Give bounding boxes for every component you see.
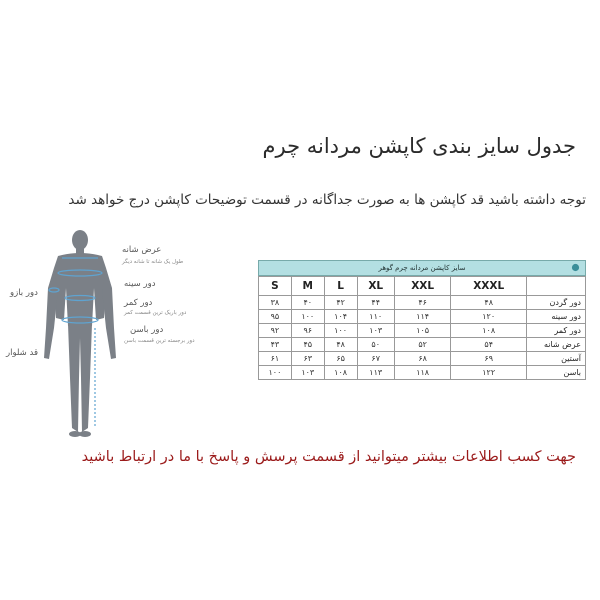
human-silhouette xyxy=(40,228,120,440)
table-cell: ۹۲ xyxy=(259,324,292,338)
table-cell: ۶۱ xyxy=(259,352,292,366)
table-cell: ۱۰۵ xyxy=(394,324,450,338)
label-chest: دور سینه xyxy=(124,279,156,289)
table-cell: ۴۰ xyxy=(291,296,324,310)
body-measurement-figure xyxy=(0,228,210,448)
size-col-xl: XL xyxy=(357,277,394,296)
size-col-l: L xyxy=(324,277,357,296)
table-row xyxy=(259,296,586,310)
table-cell: ۴۸ xyxy=(451,296,527,310)
table-row xyxy=(259,338,586,352)
table-cell: ۴۸ xyxy=(324,338,357,352)
table-cell: ۵۰ xyxy=(357,338,394,352)
row-label: دور گردن xyxy=(527,296,586,310)
table-cell: ۱۰۰ xyxy=(324,324,357,338)
size-table-grid xyxy=(258,276,586,380)
table-cell: ۱۰۰ xyxy=(291,310,324,324)
table-cell: ۴۴ xyxy=(357,296,394,310)
label-waist: دور کمر xyxy=(124,298,153,308)
table-cell: ۱۲۲ xyxy=(451,366,527,380)
table-cell: ۱۰۰ xyxy=(259,366,292,380)
table-cell: ۴۳ xyxy=(259,338,292,352)
size-col-s: S xyxy=(259,277,292,296)
table-cell: ۶۹ xyxy=(451,352,527,366)
label-waist-sub: دور باریک ترین قسمت کمر xyxy=(124,310,187,316)
table-cell: ۴۶ xyxy=(394,296,450,310)
page-title: جدول سایز بندی کاپشن مردانه چرم xyxy=(262,134,576,158)
table-row xyxy=(259,310,586,324)
row-label: باسن xyxy=(527,366,586,380)
label-shoulder: عرض شانه xyxy=(122,245,162,255)
table-cell: ۱۰۳ xyxy=(291,366,324,380)
row-label: دور کمر xyxy=(527,324,586,338)
size-table xyxy=(258,260,586,380)
table-cell: ۱۲۰ xyxy=(451,310,527,324)
table-row xyxy=(259,324,586,338)
table-cell: ۱۱۸ xyxy=(394,366,450,380)
label-hip: دور باسن xyxy=(130,325,164,335)
table-cell: ۵۲ xyxy=(394,338,450,352)
row-label: عرض شانه xyxy=(527,338,586,352)
table-header xyxy=(258,260,586,276)
table-cell: ۱۰۳ xyxy=(357,324,394,338)
table-cell: ۹۵ xyxy=(259,310,292,324)
table-cell: ۱۱۳ xyxy=(357,366,394,380)
label-pants-length: قد شلوار xyxy=(6,348,39,358)
brand-icon xyxy=(571,263,580,272)
table-cell: ۴۲ xyxy=(324,296,357,310)
table-row xyxy=(259,366,586,380)
label-shoulder-sub: طول یک شانه تا شانه دیگر xyxy=(122,259,184,265)
table-cell: ۶۸ xyxy=(394,352,450,366)
table-cell: ۱۰۸ xyxy=(324,366,357,380)
table-header-text: سایز کاپشن مردانه چرم گوهر xyxy=(378,264,466,272)
label-arm: دور بازو xyxy=(10,288,38,298)
row-label: آستین xyxy=(527,352,586,366)
table-cell: ۳۸ xyxy=(259,296,292,310)
table-cell: ۵۴ xyxy=(451,338,527,352)
table-cell: ۱۰۴ xyxy=(324,310,357,324)
table-cell: ۴۵ xyxy=(291,338,324,352)
table-cell: ۶۵ xyxy=(324,352,357,366)
size-col-m: M xyxy=(291,277,324,296)
table-cell: ۱۱۰ xyxy=(357,310,394,324)
table-cell: ۹۶ xyxy=(291,324,324,338)
contact-note: جهت کسب اطلاعات بیشتر میتوانید از قسمت پرسش و پاسخ با ما در ارتباط باشید xyxy=(81,449,576,465)
table-row xyxy=(259,352,586,366)
length-note: توجه داشته باشید قد کاپشن ها به صورت جداگانه در قسمت توضیحات کاپشن درج خواهد شد xyxy=(68,192,586,208)
table-cell: ۱۰۸ xyxy=(451,324,527,338)
label-hip-sub: دور برجسته ترین قسمت باسن xyxy=(124,338,195,344)
size-col-xxxl: XXXL xyxy=(451,277,527,296)
table-cell: ۶۷ xyxy=(357,352,394,366)
table-cell: ۱۱۴ xyxy=(394,310,450,324)
row-label: دور سینه xyxy=(527,310,586,324)
table-cell: ۶۳ xyxy=(291,352,324,366)
corner-cell xyxy=(527,277,586,296)
size-col-xxl: XXL xyxy=(394,277,450,296)
size-header-row xyxy=(259,277,586,296)
